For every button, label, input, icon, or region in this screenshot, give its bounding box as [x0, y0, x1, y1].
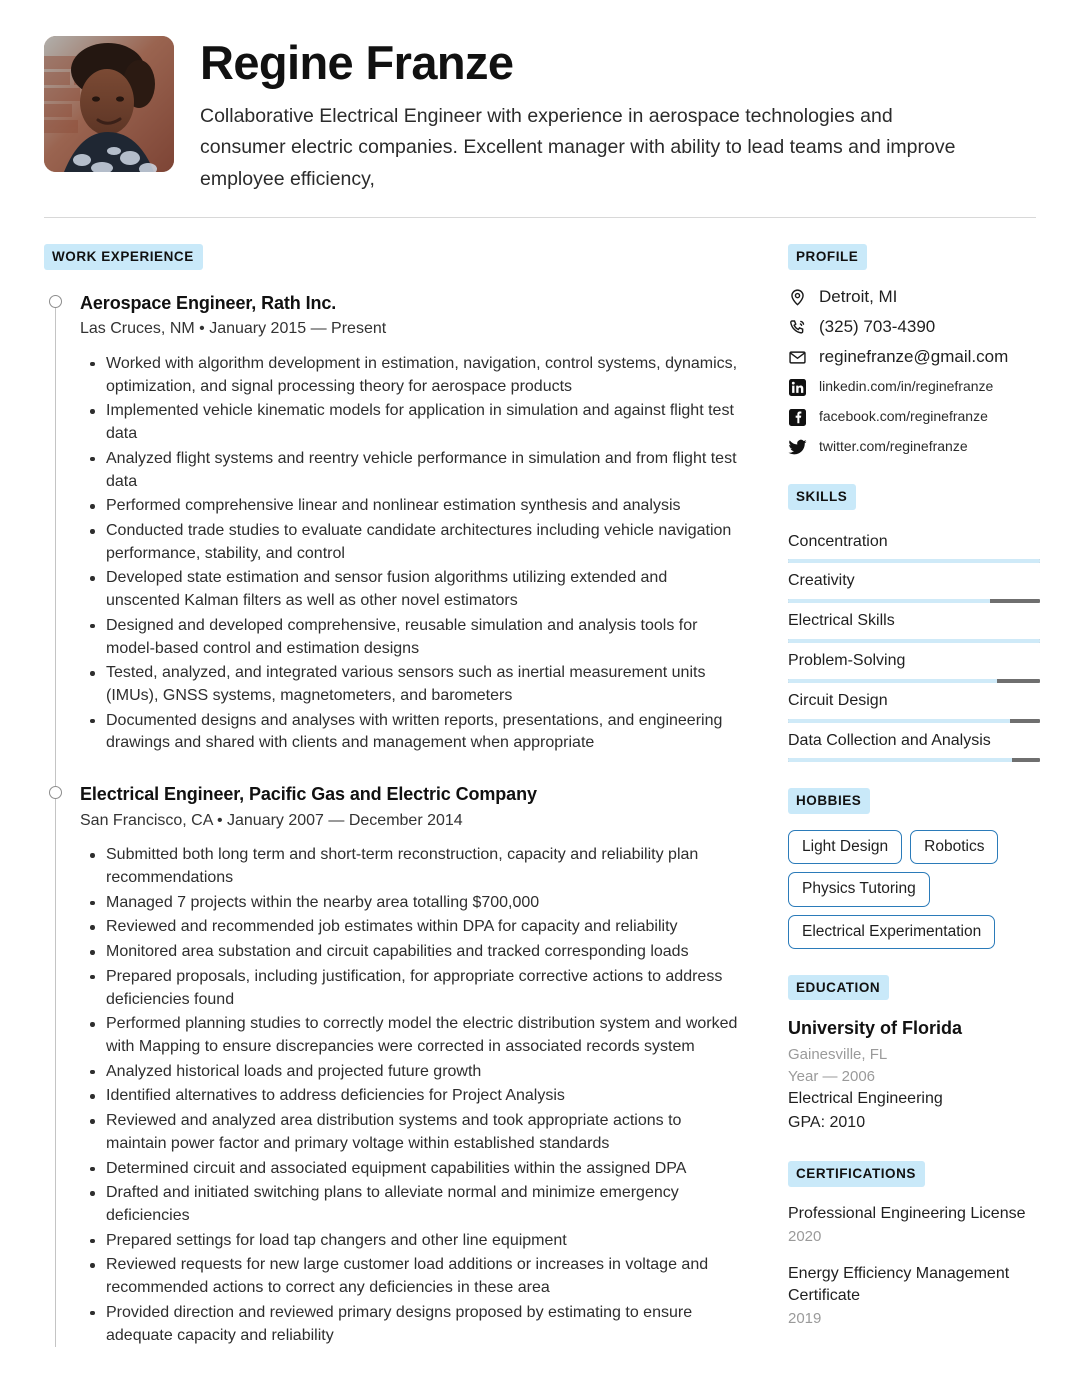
- contact-value: Detroit, MI: [819, 287, 898, 307]
- timeline-dot-icon: [49, 786, 62, 799]
- work-experience-badge-row: [44, 244, 744, 270]
- certifications-section: [788, 1161, 1040, 1331]
- hobby-chip[interactable]: Physics Tutoring: [788, 872, 930, 906]
- job-bullet: Reviewed and analyzed area distribution systems and took appropriate actions to maintain power factor and primary voltage within established standards: [80, 1110, 744, 1155]
- skill-level-bar: [788, 758, 1040, 762]
- contact-value: reginefranze@gmail.com: [819, 347, 1009, 367]
- certification-name: Professional Engineering License: [788, 1204, 1026, 1222]
- skill-level-bar: [788, 719, 1040, 723]
- education-location: Gainesville, FL: [788, 1045, 888, 1063]
- education-degree: Electrical Engineering: [788, 1090, 943, 1108]
- location-pin-icon: [788, 288, 807, 307]
- contact-item[interactable]: [788, 286, 1040, 308]
- job-bullet: Tested, analyzed, and integrated various sensors such as inertial measurement units (IMUs), GNSS systems, magnetometers, and barometers: [80, 662, 744, 707]
- skill-item: [788, 526, 1040, 564]
- education-badge-row: [788, 975, 1040, 1001]
- profile-badge-row: [788, 244, 1040, 270]
- education-gpa: GPA: 2010: [788, 1114, 866, 1132]
- contact-item[interactable]: [788, 406, 1040, 428]
- resume-body: [0, 218, 1080, 1356]
- job-bullet: Analyzed historical loads and projected future growth: [80, 1061, 744, 1084]
- job-bullet: Drafted and initiated switching plans to alleviate normal and minimize emergency deficiencies: [80, 1182, 744, 1227]
- skill-label: Electrical Skills: [788, 612, 895, 630]
- section-heading-hobbies: HOBBIES: [788, 788, 870, 814]
- education-school: University of Florida: [788, 1018, 963, 1039]
- skill-label: Circuit Design: [788, 691, 888, 709]
- job-bullet: Reviewed and recommended job estimates within DPA for capacity and reliability: [80, 916, 744, 939]
- skill-level-fill: [788, 719, 1010, 723]
- job-bullet: Determined circuit and associated equipment capabilities within the assigned DPA: [80, 1158, 744, 1181]
- skills-badge-row: [788, 484, 1040, 510]
- job-bullet: Prepared proposals, including justification, for appropriate corrective actions to address deficiencies found: [80, 966, 744, 1011]
- contact-value: linkedin.com/in/reginefranze: [819, 378, 994, 395]
- hobby-chip[interactable]: Light Design: [788, 830, 902, 864]
- facebook-icon: [788, 408, 807, 427]
- profile-summary: Collaborative Electrical Engineer with experience in aerospace technologies and consumer electric companies. Excellent manager with ability to lead teams and improve employee efficiency,: [200, 104, 956, 190]
- certification-name: Energy Efficiency Management Certificate: [788, 1264, 1010, 1305]
- contact-list: [788, 286, 1040, 458]
- certification-item: [788, 1203, 1040, 1249]
- job-bullet: Designed and developed comprehensive, reusable simulation and analysis tools for model-based control and estimation designs: [80, 615, 744, 660]
- job-bullet: Identified alternatives to address deficiencies for Project Analysis: [80, 1085, 744, 1108]
- contact-value: (325) 703-4390: [819, 317, 936, 337]
- section-heading-work-experience: WORK EXPERIENCE: [44, 244, 203, 270]
- section-heading-education: EDUCATION: [788, 975, 889, 1001]
- skill-level-bar: [788, 679, 1040, 683]
- avatar: [44, 36, 174, 172]
- job-bullet: Submitted both long term and short-term reconstruction, capacity and reliability plan recommendations: [80, 844, 744, 889]
- skill-level-bar: [788, 639, 1040, 643]
- job-bullet: Reviewed requests for new large customer load additions or increases in voltage and recommended actions to correct any deficiencies in these area: [80, 1254, 744, 1299]
- job-bullet: Managed 7 projects within the nearby area totalling $700,000: [80, 892, 744, 915]
- certification-year: 2020: [788, 1228, 822, 1246]
- skill-label: Data Collection and Analysis: [788, 731, 991, 749]
- work-experience-entry: [80, 292, 744, 755]
- education-section: [788, 975, 1040, 1135]
- certifications-badge-row: [788, 1161, 1040, 1187]
- sidebar-column: [788, 244, 1040, 1356]
- job-bullet: Provided direction and reviewed primary designs proposed by estimating to ensure adequate capacity and reliability: [80, 1302, 744, 1347]
- contact-item[interactable]: [788, 436, 1040, 458]
- skill-item: [788, 605, 1040, 643]
- skill-label: Concentration: [788, 532, 888, 550]
- skill-level-fill: [788, 599, 990, 603]
- resume-header: [0, 0, 1080, 195]
- job-title: Electrical Engineer, Pacific Gas and Electric Company: [80, 784, 537, 805]
- work-experience-entry: [80, 783, 744, 1347]
- job-meta: Las Cruces, NM • January 2015 — Present: [80, 320, 387, 338]
- linkedin-icon: [788, 378, 807, 397]
- skill-level-fill: [788, 758, 1012, 762]
- hobbies-badge-row: [788, 788, 1040, 814]
- skill-item: [788, 645, 1040, 683]
- contact-item[interactable]: [788, 346, 1040, 368]
- job-bullet: Analyzed flight systems and reentry vehicle performance in simulation and from flight test data: [80, 448, 744, 493]
- skill-label: Creativity: [788, 572, 855, 590]
- education-year: Year — 2006: [788, 1067, 876, 1085]
- job-bullet: Conducted trade studies to evaluate candidate architectures including vehicle navigation performance, stability, and control: [80, 520, 744, 565]
- job-bullet: Documented designs and analyses with written reports, presentations, and engineering drawings and shared with clients and management when appropriate: [80, 710, 744, 755]
- job-bullet: Performed comprehensive linear and nonlinear estimation synthesis and analysis: [80, 495, 744, 518]
- section-heading-skills: SKILLS: [788, 484, 856, 510]
- contact-item[interactable]: [788, 316, 1040, 338]
- contact-value: twitter.com/reginefranze: [819, 438, 968, 455]
- job-bullet: Developed state estimation and sensor fusion algorithms utilizing extended and unscented Kalman filters as well as other novel estimators: [80, 567, 744, 612]
- job-bullet: Performed planning studies to correctly model the electric distribution system and worked with Mapping to ensure discrepancies were corrected in associated records system: [80, 1013, 744, 1058]
- skill-level-fill: [788, 639, 1040, 643]
- section-heading-profile: PROFILE: [788, 244, 867, 270]
- header-text-block: [200, 36, 1036, 195]
- certification-item: [788, 1263, 1040, 1331]
- skills-list: [788, 526, 1040, 763]
- main-column: [44, 244, 744, 1349]
- job-bullet: Monitored area substation and circuit capabilities and tracked corresponding loads: [80, 941, 744, 964]
- certification-year: 2019: [788, 1310, 822, 1328]
- avatar-photo-icon: [44, 36, 174, 172]
- envelope-icon: [788, 348, 807, 367]
- twitter-icon: [788, 438, 807, 457]
- skill-level-fill: [788, 559, 1040, 563]
- contact-value: facebook.com/reginefranze: [819, 408, 988, 425]
- skill-label: Problem-Solving: [788, 651, 906, 669]
- section-heading-certifications: CERTIFICATIONS: [788, 1161, 925, 1187]
- hobbies-section: [788, 788, 1040, 949]
- skill-level-bar: [788, 599, 1040, 603]
- job-bullet: Prepared settings for load tap changers and other line equipment: [80, 1230, 744, 1253]
- job-bullet: Worked with algorithm development in estimation, navigation, control systems, dynamics, optimization, and signal processing theory for aerospace products: [80, 353, 744, 398]
- timeline-dot-icon: [49, 295, 62, 308]
- phone-icon: [788, 318, 807, 337]
- certification-list: [788, 1203, 1040, 1331]
- skills-section: [788, 484, 1040, 762]
- skill-level-fill: [788, 679, 997, 683]
- work-experience-timeline: [44, 292, 744, 1347]
- skill-level-bar: [788, 559, 1040, 563]
- hobby-chip-list: [788, 830, 1040, 949]
- job-bullet-list: [80, 844, 744, 1347]
- hobby-chip[interactable]: Electrical Experimentation: [788, 915, 995, 949]
- job-meta: San Francisco, CA • January 2007 — December 2014: [80, 811, 463, 829]
- contact-item[interactable]: [788, 376, 1040, 398]
- job-title: Aerospace Engineer, Rath Inc.: [80, 293, 337, 313]
- job-bullet-list: [80, 353, 744, 755]
- skill-item: [788, 725, 1040, 763]
- job-bullet: Implemented vehicle kinematic models for application in simulation and against flight test data: [80, 400, 744, 445]
- skill-item: [788, 565, 1040, 603]
- page-title: Regine Franze: [200, 36, 514, 89]
- skill-item: [788, 685, 1040, 723]
- hobby-chip[interactable]: Robotics: [910, 830, 998, 864]
- profile-section: [788, 244, 1040, 458]
